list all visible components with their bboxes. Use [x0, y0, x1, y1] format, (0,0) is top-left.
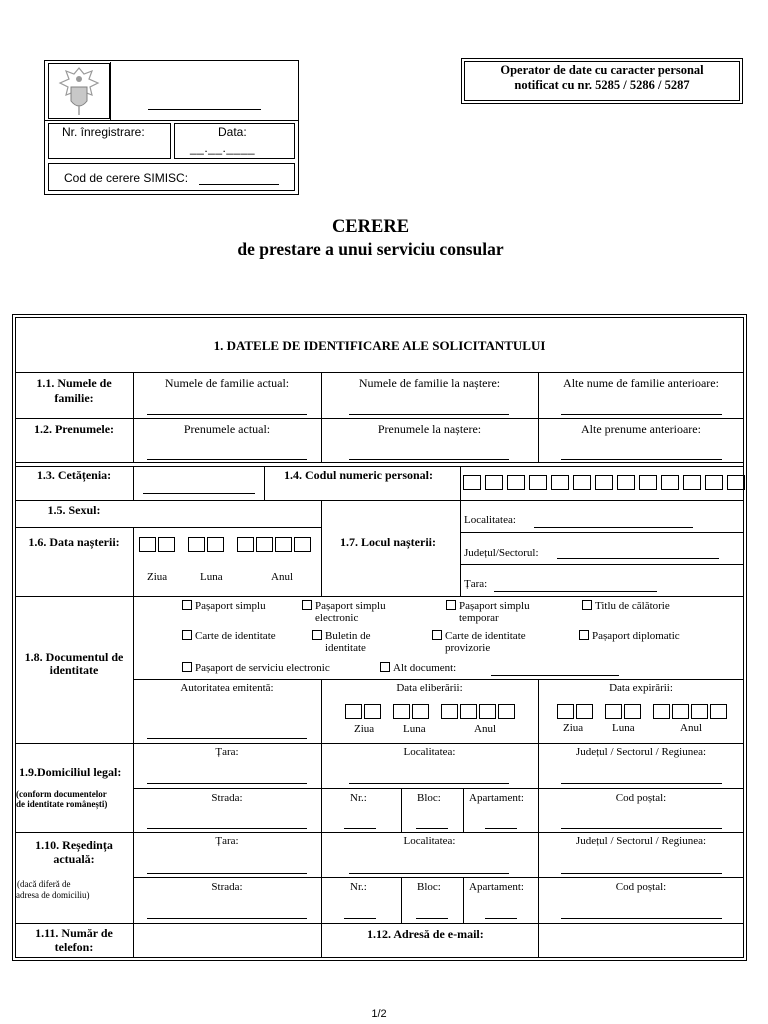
residence-street-label: Strada: [211, 881, 243, 893]
cnp-boxes[interactable] [463, 475, 744, 491]
option-electronic-passport[interactable]: Pașaport simplu electronic [302, 600, 386, 624]
checkbox[interactable] [446, 600, 456, 610]
domicile-block-label: Bloc: [417, 792, 441, 804]
digit-box[interactable] [710, 704, 727, 719]
option-travel-title[interactable]: Titlu de călătorie [582, 600, 670, 612]
domicile-label: 1.9.Domiciliul legal: [19, 765, 122, 779]
birthdate-month-caption: Luna [200, 571, 223, 583]
other-family-names-label: Alte nume de familie anterioare: [563, 376, 719, 390]
current-family-name-label: Numele de familie actual: [164, 376, 290, 390]
birthdate-day-caption: Ziua [147, 571, 168, 583]
checkbox[interactable] [432, 630, 442, 640]
operator-text-2: notificat cu nr. 5285 / 5286 / 5287 [514, 78, 690, 92]
checkbox[interactable] [582, 600, 592, 610]
residence-street-field[interactable] [147, 918, 307, 919]
domicile-street-field[interactable] [147, 828, 307, 829]
phone-field[interactable] [135, 925, 319, 956]
checkbox[interactable] [380, 662, 390, 672]
checkbox[interactable] [312, 630, 322, 640]
residence-country-label: Țara: [215, 835, 239, 847]
residence-block-field[interactable] [416, 918, 448, 919]
issuing-authority-field[interactable] [147, 738, 307, 739]
simisc-field[interactable] [199, 184, 279, 185]
checkbox[interactable] [182, 662, 192, 672]
digit-box[interactable] [479, 704, 496, 719]
birth-first-name-label: Prenumele la naștere: [377, 422, 482, 436]
domicile-postal-field[interactable] [561, 828, 722, 829]
domicile-nr-label: Nr.: [350, 792, 367, 804]
residence-label-1: 1.10. Reședința [35, 838, 113, 852]
current-first-name-label: Prenumele actual: [183, 422, 271, 436]
domicile-region-field[interactable] [561, 783, 722, 784]
digit-box[interactable] [256, 537, 273, 552]
residence-postal-label: Cod poștal: [615, 881, 667, 893]
domicile-apartment-label: Apartament: [469, 792, 524, 804]
digit-box[interactable] [529, 475, 547, 490]
digit-box[interactable] [393, 704, 410, 719]
digit-box[interactable] [207, 537, 224, 552]
cnp-label: 1.4. Codul numeric personal: [284, 468, 434, 482]
residence-apartment-label: Apartament: [469, 881, 524, 893]
other-document-field[interactable] [491, 675, 619, 676]
option-identity-bulletin[interactable]: Buletin de identitate [312, 630, 371, 654]
issue-date-label: Data eliberării: [396, 682, 463, 694]
digit-box[interactable] [605, 704, 622, 719]
date-field[interactable]: __.__.____ [190, 141, 256, 155]
digit-box[interactable] [727, 475, 745, 490]
digit-box[interactable] [463, 475, 481, 490]
domicile-street-label: Strada: [211, 792, 243, 804]
residence-label-2: actuală: [53, 852, 95, 866]
birth-county-label: Județul/Sectorul: [464, 547, 539, 559]
digit-box[interactable] [705, 475, 723, 490]
birth-county-field[interactable] [557, 558, 719, 559]
digit-box[interactable] [507, 475, 525, 490]
birth-family-name-field[interactable] [349, 414, 509, 415]
digit-box[interactable] [595, 475, 613, 490]
id-document-label-2: identitate [49, 663, 99, 677]
issue-date-boxes[interactable] [345, 704, 520, 721]
digit-box[interactable] [364, 704, 381, 719]
email-label: 1.12. Adresă de e-mail: [367, 927, 484, 941]
option-provisional-id[interactable]: Carte de identitate provizorie [432, 630, 526, 654]
coat-of-arms-icon [54, 65, 104, 117]
current-first-name-field[interactable] [147, 459, 307, 460]
digit-box[interactable] [683, 475, 701, 490]
simisc-label: Cod de cerere SIMISC: [64, 171, 189, 185]
residence-block-label: Bloc: [417, 881, 441, 893]
birth-locality-field[interactable] [534, 527, 693, 528]
option-id-card[interactable]: Carte de identitate [182, 630, 276, 642]
office-name-field[interactable] [148, 109, 261, 110]
digit-box[interactable] [661, 475, 679, 490]
issuing-authority-label: Autoritatea emitentă: [180, 682, 274, 694]
digit-box[interactable] [275, 537, 292, 552]
digit-box[interactable] [460, 704, 477, 719]
phone-label-2: telefon: [54, 940, 94, 954]
digit-box[interactable] [672, 704, 689, 719]
digit-box[interactable] [639, 475, 657, 490]
residence-locality-label: Localitatea: [403, 835, 456, 847]
digit-box[interactable] [412, 704, 429, 719]
document-title: CERERE [331, 217, 410, 237]
expiry-year-caption: Anul [680, 722, 702, 734]
current-family-name-field[interactable] [147, 414, 307, 415]
option-other-document[interactable]: Alt document: [380, 662, 456, 674]
reg-number-label: Nr. înregistrare: [62, 125, 145, 139]
domicile-country-label: Țara: [215, 746, 239, 758]
birth-first-name-field[interactable] [349, 459, 509, 460]
option-temporary-passport[interactable]: Pașaport simplu temporar [446, 600, 530, 624]
domicile-note-2: de identitate românești) [16, 799, 108, 809]
birthplace-label: 1.7. Locul nașterii: [340, 535, 436, 549]
birth-country-label: Țara: [464, 578, 488, 590]
sex-field[interactable] [162, 527, 290, 528]
date-label: Data: [218, 125, 247, 139]
option-service-passport[interactable]: Pașaport de serviciu electronic [182, 662, 330, 674]
digit-box[interactable] [551, 475, 569, 490]
residence-country-field[interactable] [147, 873, 307, 874]
first-name-label: 1.2. Prenumele: [33, 422, 115, 436]
email-field[interactable] [540, 925, 742, 956]
other-first-names-label: Alte prenume anterioare: [581, 422, 701, 436]
digit-box[interactable] [294, 537, 311, 552]
residence-postal-field[interactable] [561, 918, 722, 919]
birthdate-label: 1.6. Data nașterii: [28, 535, 120, 549]
checkbox[interactable] [182, 600, 192, 610]
domicile-country-field[interactable] [147, 783, 307, 784]
residence-note-1: (dacă diferă de [17, 879, 71, 889]
residence-nr-label: Nr.: [350, 881, 367, 893]
digit-box[interactable] [485, 475, 503, 490]
domicile-note-1: (conform documentelor [16, 789, 107, 799]
citizenship-label: 1.3. Cetățenia: [36, 468, 112, 482]
digit-box[interactable] [624, 704, 641, 719]
issue-year-caption: Anul [474, 723, 496, 735]
digit-box[interactable] [576, 704, 593, 719]
birth-family-name-label: Numele de familie la naștere: [358, 376, 501, 390]
digit-box[interactable] [653, 704, 670, 719]
digit-box[interactable] [498, 704, 515, 719]
residence-region-field[interactable] [561, 873, 722, 874]
page-number: 1/2 [371, 1008, 387, 1020]
domicile-locality-label: Localitatea: [403, 746, 456, 758]
digit-box[interactable] [573, 475, 591, 490]
residence-region-label: Județul / Sectorul / Regiunea: [575, 835, 707, 847]
birth-locality-label: Localitatea: [464, 514, 516, 526]
domicile-locality-field[interactable] [349, 783, 509, 784]
expiry-day-caption: Ziua [563, 722, 584, 734]
digit-box[interactable] [158, 537, 175, 552]
other-family-names-field[interactable] [561, 414, 722, 415]
digit-box[interactable] [188, 537, 205, 552]
issue-month-caption: Luna [403, 723, 426, 735]
domicile-nr-field[interactable] [344, 828, 376, 829]
digit-box[interactable] [617, 475, 635, 490]
section-heading: 1. DATELE DE IDENTIFICARE ALE SOLICITANTULUI [213, 338, 546, 353]
residence-locality-field[interactable] [349, 873, 509, 874]
expiry-month-caption: Luna [612, 722, 635, 734]
checkbox[interactable] [182, 630, 192, 640]
document-subtitle: de prestare a unui serviciu consular [237, 239, 504, 259]
operator-text-1: Operator de date cu caracter personal [500, 63, 704, 77]
phone-label-1: 1.11. Număr de [35, 926, 113, 940]
birthdate-year-caption: Anul [271, 571, 293, 583]
option-simple-passport[interactable]: Pașaport simplu [182, 600, 266, 612]
id-document-label-1: 1.8. Documentul de [24, 650, 124, 664]
option-diplomatic-passport[interactable]: Pașaport diplomatic [579, 630, 680, 642]
residence-note-2: adresa de domiciliu) [16, 890, 90, 900]
domicile-apartment-field[interactable] [485, 828, 517, 829]
digit-box[interactable] [237, 537, 254, 552]
digit-box[interactable] [345, 704, 362, 719]
sex-label: 1.5. Sexul: [47, 503, 101, 517]
other-first-names-field[interactable] [561, 459, 722, 460]
expiry-date-boxes[interactable] [557, 704, 732, 721]
checkbox[interactable] [302, 600, 312, 610]
birth-country-field[interactable] [494, 591, 657, 592]
residence-apartment-field[interactable] [485, 918, 517, 919]
domicile-block-field[interactable] [416, 828, 448, 829]
citizenship-field[interactable] [143, 493, 255, 494]
digit-box[interactable] [557, 704, 574, 719]
digit-box[interactable] [139, 537, 156, 552]
birthdate-boxes[interactable] [139, 537, 319, 554]
issue-day-caption: Ziua [354, 723, 375, 735]
residence-nr-field[interactable] [344, 918, 376, 919]
family-name-label: 1.1. Numele de familie: [36, 376, 112, 405]
domicile-region-label: Județul / Sectorul / Regiunea: [575, 746, 707, 758]
domicile-postal-label: Cod poștal: [615, 792, 667, 804]
checkbox[interactable] [579, 630, 589, 640]
digit-box[interactable] [691, 704, 708, 719]
digit-box[interactable] [441, 704, 458, 719]
expiry-date-label: Data expirării: [609, 682, 673, 694]
